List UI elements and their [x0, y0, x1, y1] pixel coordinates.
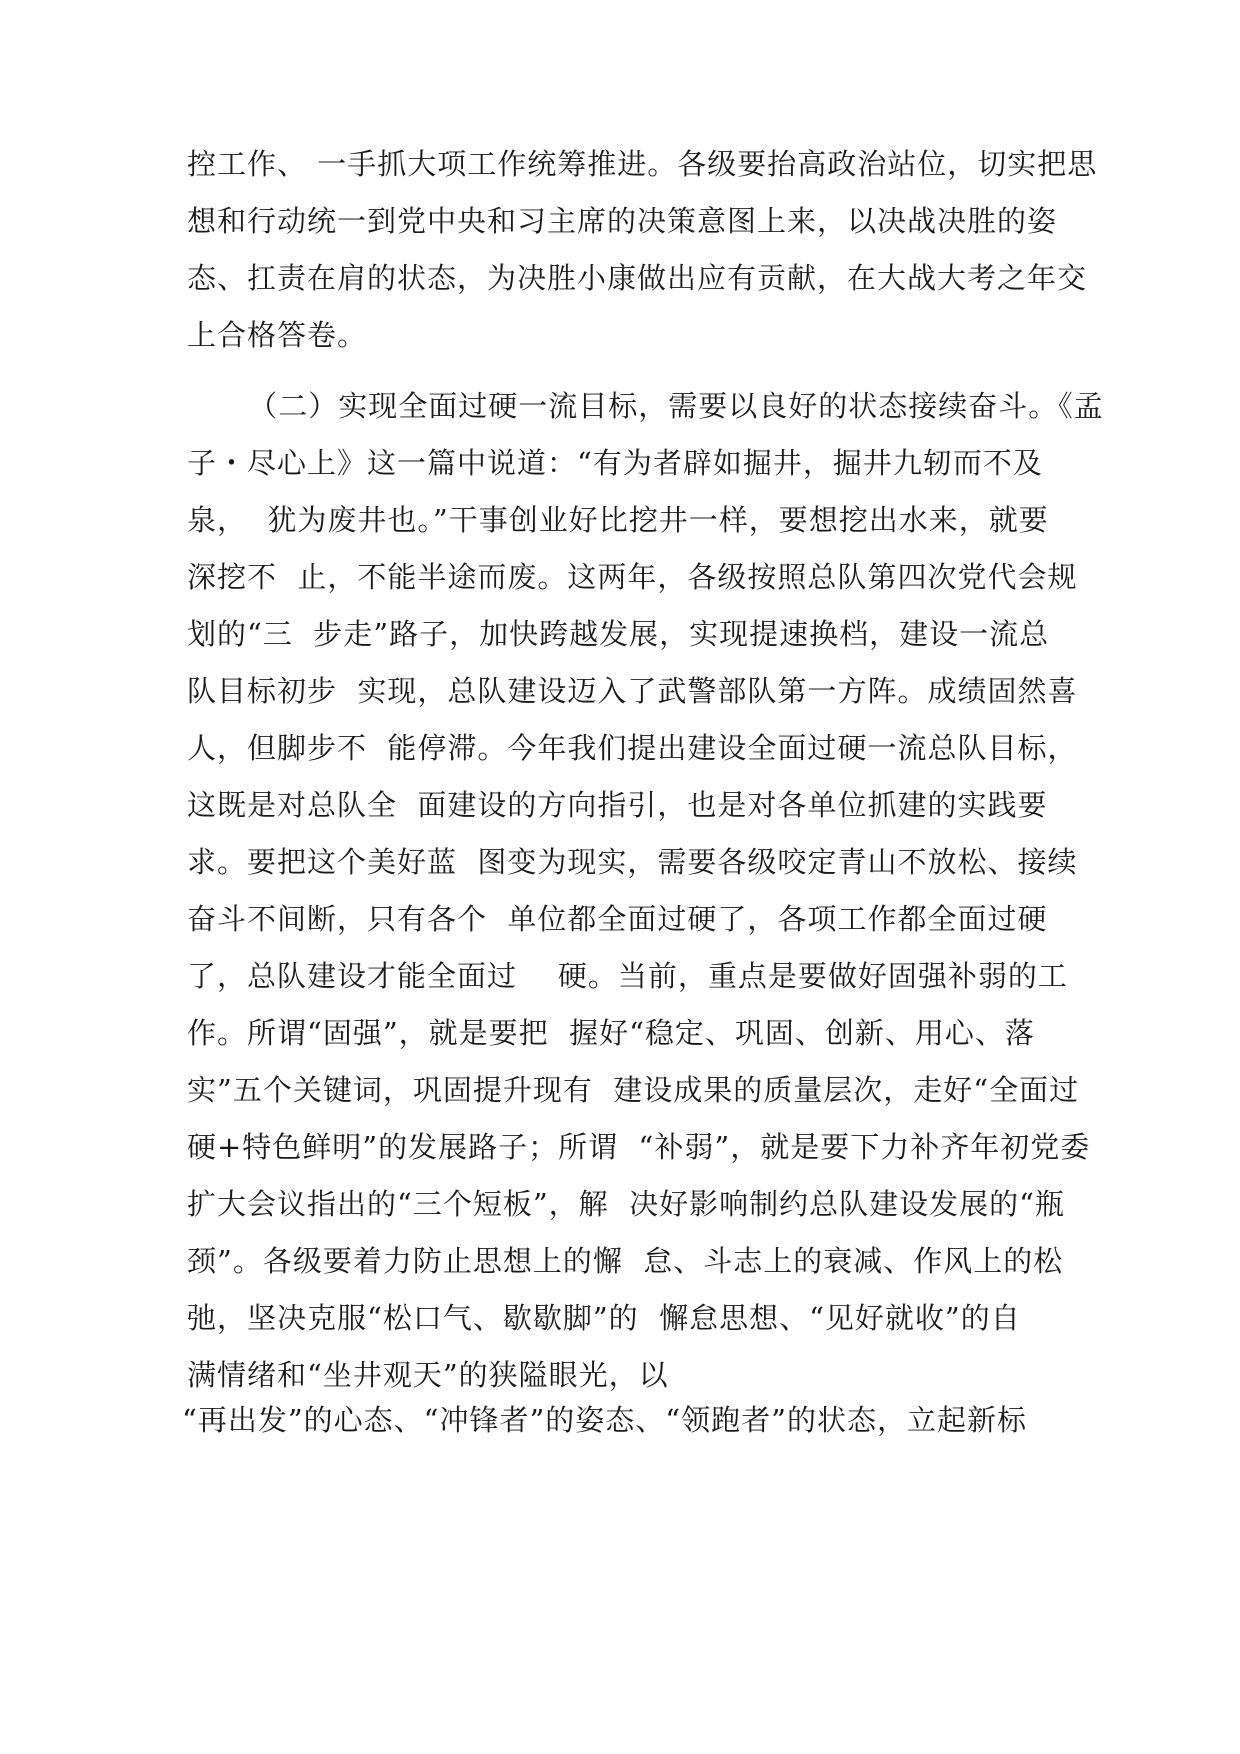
text-line: 满情绪和“坐井观天”的狭隘眼光，以	[187, 1358, 669, 1392]
text-line: 控工作、 一手抓大项工作统筹推进。各级要抬高政治站位，切实把思	[187, 147, 1098, 181]
paragraph-heading-line: （二）实现全面过硬一流目标，需要以良好的状态接续奋斗。《孟	[187, 389, 1104, 423]
text-line: 实”五个关键词，巩固提升现有 建设成果的质量层次，走好“全面过	[187, 1073, 1080, 1107]
text-line: 这既是对总队全 面建设的方向指引，也是对各单位抓建的实践要	[187, 788, 1048, 822]
text-line: 作。所谓“固强”，就是要把 握好“稳定、巩固、创新、用心、落	[187, 1016, 1035, 1050]
text-line: 队目标初步 实现，总队建设迈入了武警部队第一方阵。成绩固然喜	[187, 674, 1078, 708]
text-line: 人，但脚步不 能停滞。今年我们提出建设全面过硬一流总队目标，	[187, 731, 1078, 765]
text-line: 硬+特色鲜明”的发展路子；所谓 “补弱”，就是要下力补齐年初党委	[187, 1130, 1091, 1164]
text-line: 态、扛责在肩的状态，为决胜小康做出应有贡献，在大战大考之年交	[187, 261, 1088, 295]
text-line: 上合格答卷。	[187, 318, 368, 352]
text-line: 求。要把这个美好蓝 图变为现实，需要各级咬定青山不放松、接续	[187, 845, 1078, 879]
text-line: 想和行动统一到党中央和习主席的决策意图上来，以决战决胜的姿	[187, 204, 1058, 238]
text-line: 划的“三 步走”路子，加快跨越发展，实现提速换档，建设一流总	[187, 617, 1050, 651]
text-line: 奋斗不间断，只有各个 单位都全面过硬了，各项工作都全面过硬	[187, 902, 1048, 936]
text-line: 深挖不 止，不能半途而废。这两年，各级按照总队第四次党代会规	[187, 560, 1078, 594]
text-line: “再出发”的心态、“冲锋者”的姿态、“领跑者”的状态，立起新标	[182, 1403, 1027, 1437]
text-line: 扩大会议指出的“三个短板”，解 决好影响制约总队建设发展的“瓶	[187, 1187, 1065, 1221]
text-line: 泉， 犹为废井也。”干事创业好比挖井一样，要想挖出水来，就要	[187, 503, 1049, 537]
text-line: 颈”。各级要着力防止思想上的懈 怠、斗志上的衰减、作风上的松	[187, 1244, 1064, 1278]
text-line: 子・尽心上》这一篇中说道：“有为者辟如掘井，掘井九轫而不及	[187, 446, 1043, 480]
text-line: 弛，坚决克服“松口气、歇歇脚”的 懈怠思想、“见好就收”的自	[187, 1301, 1021, 1335]
text-line: 了，总队建设才能全面过 硬。当前，重点是要做好固强补弱的工	[187, 959, 1068, 993]
